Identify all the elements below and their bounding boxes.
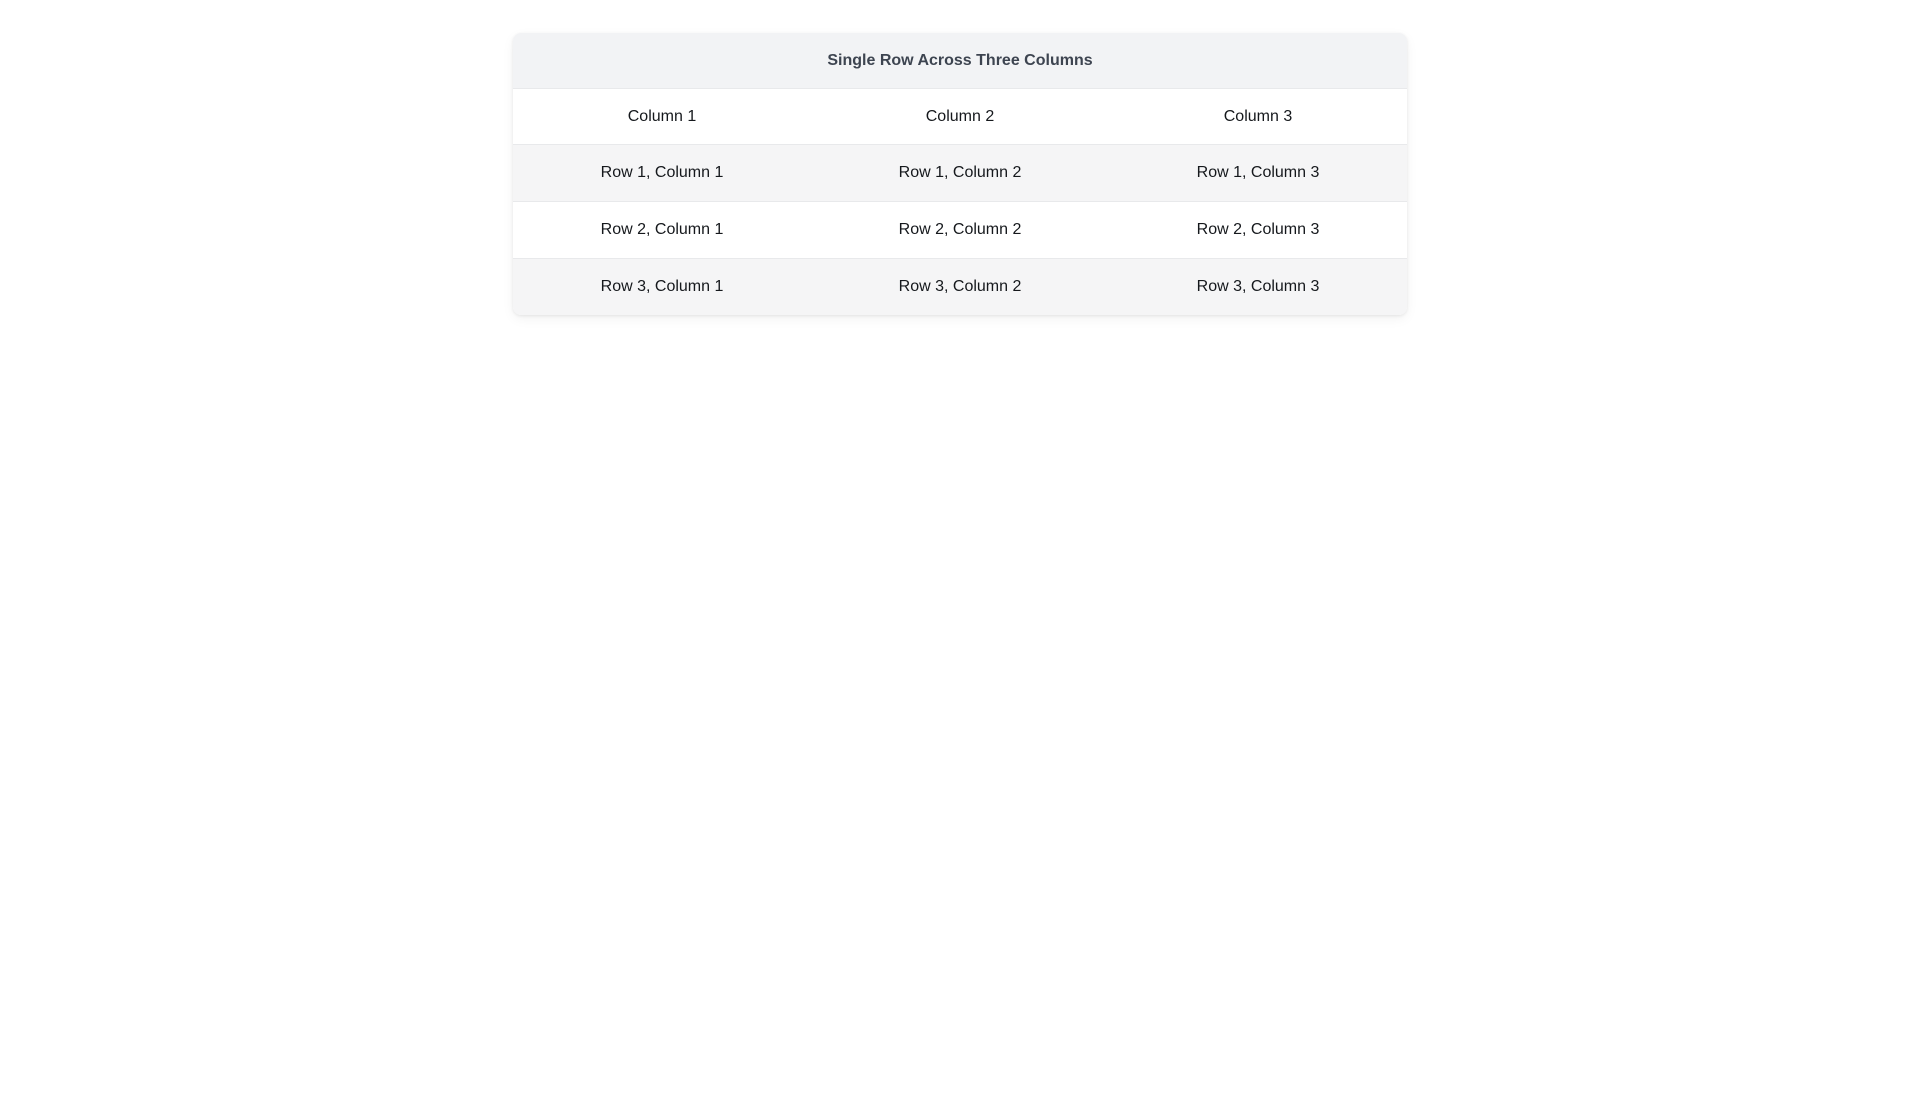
table-cell-r1c1: Row 1, Column 1 (513, 145, 811, 202)
column-header-2: Column 2 (811, 89, 1109, 145)
table-cell-r2c1: Row 2, Column 1 (513, 202, 811, 259)
table-row-2 (513, 202, 1407, 259)
table-cell-r1c3: Row 1, Column 3 (1109, 145, 1407, 202)
table-cell-r3c1: Row 3, Column 1 (513, 259, 811, 316)
column-header-3: Column 3 (1109, 89, 1407, 145)
column-header-1: Column 1 (513, 89, 811, 145)
table-cell-r1c2: Row 1, Column 2 (811, 145, 1109, 202)
table-row-1 (513, 145, 1407, 202)
table-header-row (513, 89, 1407, 145)
data-table (513, 33, 1407, 315)
table-title: Single Row Across Three Columns (513, 33, 1407, 89)
table-cell-r2c2: Row 2, Column 2 (811, 202, 1109, 259)
table-card (513, 33, 1407, 315)
table-cell-r3c2: Row 3, Column 2 (811, 259, 1109, 316)
table-title-row (513, 33, 1407, 89)
table-cell-r3c3: Row 3, Column 3 (1109, 259, 1407, 316)
table-row-3 (513, 259, 1407, 316)
table-cell-r2c3: Row 2, Column 3 (1109, 202, 1407, 259)
